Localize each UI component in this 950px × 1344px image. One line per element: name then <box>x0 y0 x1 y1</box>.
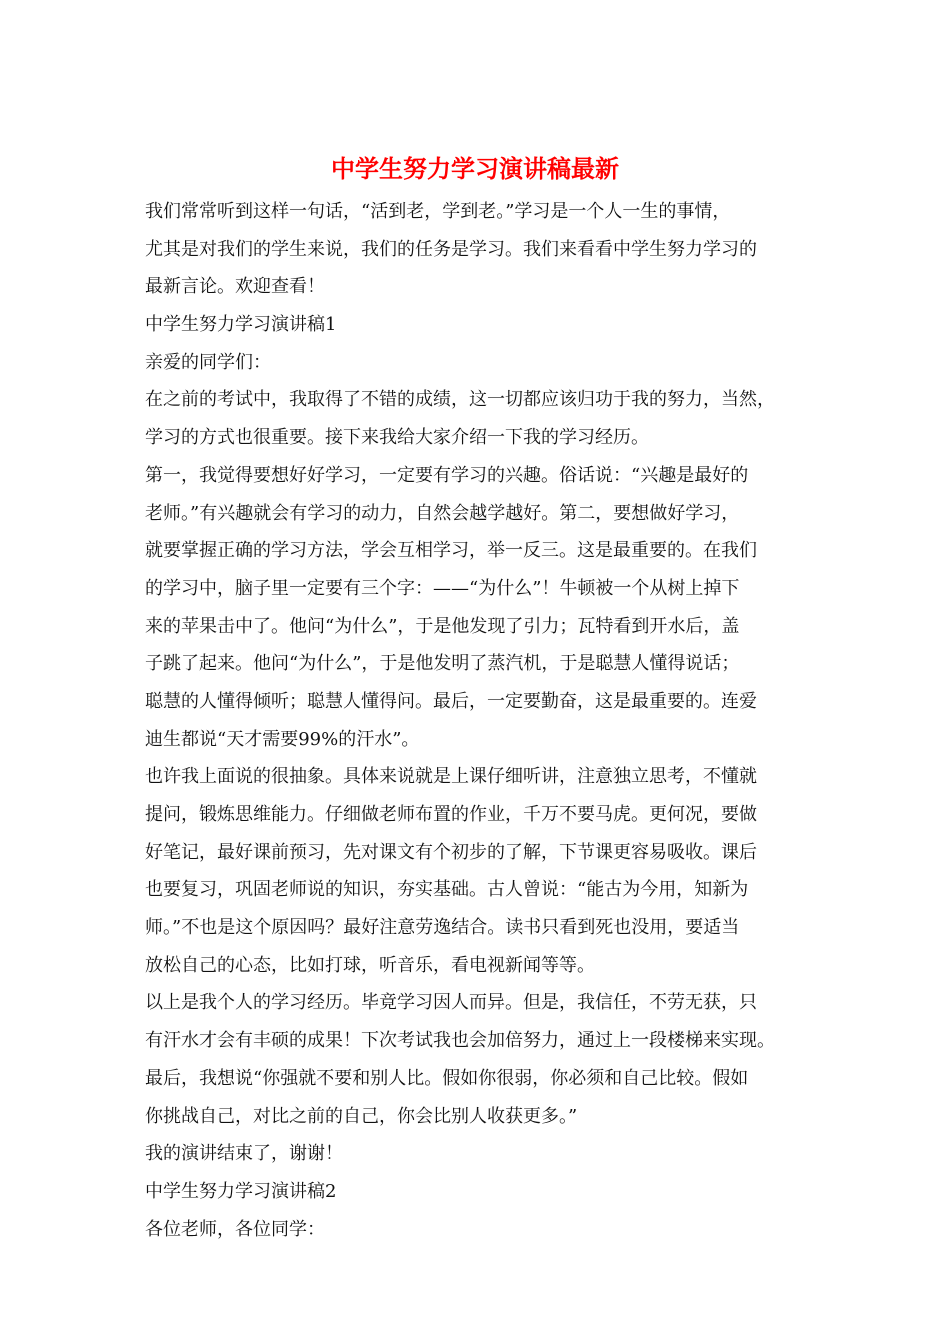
paragraph-line: 就要掌握正确的学习方法，学会互相学习，举一反三。这是最重要的。在我们 <box>145 540 757 562</box>
paragraph-line: 来的苹果击中了。他问“为什么”，于是他发现了引力；瓦特看到开水后，盖 <box>145 615 740 637</box>
paragraph-line: 也许我上面说的很抽象。具体来说就是上课仔细听讲，注意独立思考，不懂就 <box>145 766 757 788</box>
salutation: 各位老师，各位同学： <box>145 1218 325 1240</box>
paragraph-line: 在之前的考试中，我取得了不错的成绩，这一切都应该归功于我的努力，当然， <box>145 389 775 411</box>
paragraph-line: 好笔记，最好课前预习，先对课文有个初步的了解，下节课更容易吸收。课后 <box>145 841 757 863</box>
paragraph-line: 以上是我个人的学习经历。毕竟学习因人而异。但是，我信任，不劳无获，只 <box>145 992 757 1014</box>
paragraph-line: 也要复习，巩固老师说的知识，夯实基础。古人曾说：“能古为今用，知新为 <box>145 879 749 901</box>
paragraph-line: 最新言论。欢迎查看！ <box>145 276 325 298</box>
paragraph-line: 聪慧的人懂得倾听；聪慧人懂得问。最后，一定要勤奋，这是最重要的。连爱 <box>145 690 757 712</box>
paragraph-line: 迪生都说“天才需要99%的汗水”。 <box>145 728 420 750</box>
paragraph-line: 尤其是对我们的学生来说，我们的任务是学习。我们来看看中学生努力学习的 <box>145 238 757 260</box>
section-heading: 中学生努力学习演讲稿2 <box>145 1180 337 1202</box>
document-title: 中学生努力学习演讲稿最新 <box>331 154 619 183</box>
salutation: 亲爱的同学们： <box>145 351 271 373</box>
paragraph-line: 的学习中，脑子里一定要有三个字：——“为什么”！牛顿被一个从树上掉下 <box>145 577 740 599</box>
paragraph-line: 提问，锻炼思维能力。仔细做老师布置的作业，千万不要马虎。更何况，要做 <box>145 804 757 825</box>
paragraph-line: 学习的方式也很重要。接下来我给大家介绍一下我的学习经历。 <box>145 427 649 449</box>
closing-line: 我的演讲结束了，谢谢！ <box>145 1143 343 1165</box>
paragraph-line: 你挑战自己，对比之前的自己，你会比别人收获更多。” <box>145 1105 578 1127</box>
paragraph-line: 有汗水才会有丰硕的成果！下次考试我也会加倍努力，通过上一段楼梯来实现。 <box>145 1030 775 1052</box>
section-heading: 中学生努力学习演讲稿1 <box>145 314 337 336</box>
paragraph-line: 最后，我想说“你强就不要和别人比。假如你很弱，你必须和自己比较。假如 <box>145 1067 749 1089</box>
paragraph-line: 放松自己的心态，比如打球，听音乐，看电视新闻等等。 <box>145 954 595 976</box>
paragraph-line: 我们常常听到这样一句话，“活到老，学到老。”学习是一个人一生的事情， <box>145 201 731 222</box>
document-body <box>145 193 815 1248</box>
paragraph-line: 老师。”有兴趣就会有学习的动力，自然会越学越好。第二，要想做好学习， <box>145 502 740 524</box>
paragraph-line: 师。”不也是这个原因吗？最好注意劳逸结合。读书只看到死也没用，要适当 <box>145 917 740 939</box>
paragraph-line: 第一，我觉得要想好好学习，一定要有学习的兴趣。俗话说：“兴趣是最好的 <box>145 464 749 486</box>
paragraph-line: 子跳了起来。他问“为什么”，于是他发明了蒸汽机，于是聪慧人懂得说话； <box>145 653 740 675</box>
